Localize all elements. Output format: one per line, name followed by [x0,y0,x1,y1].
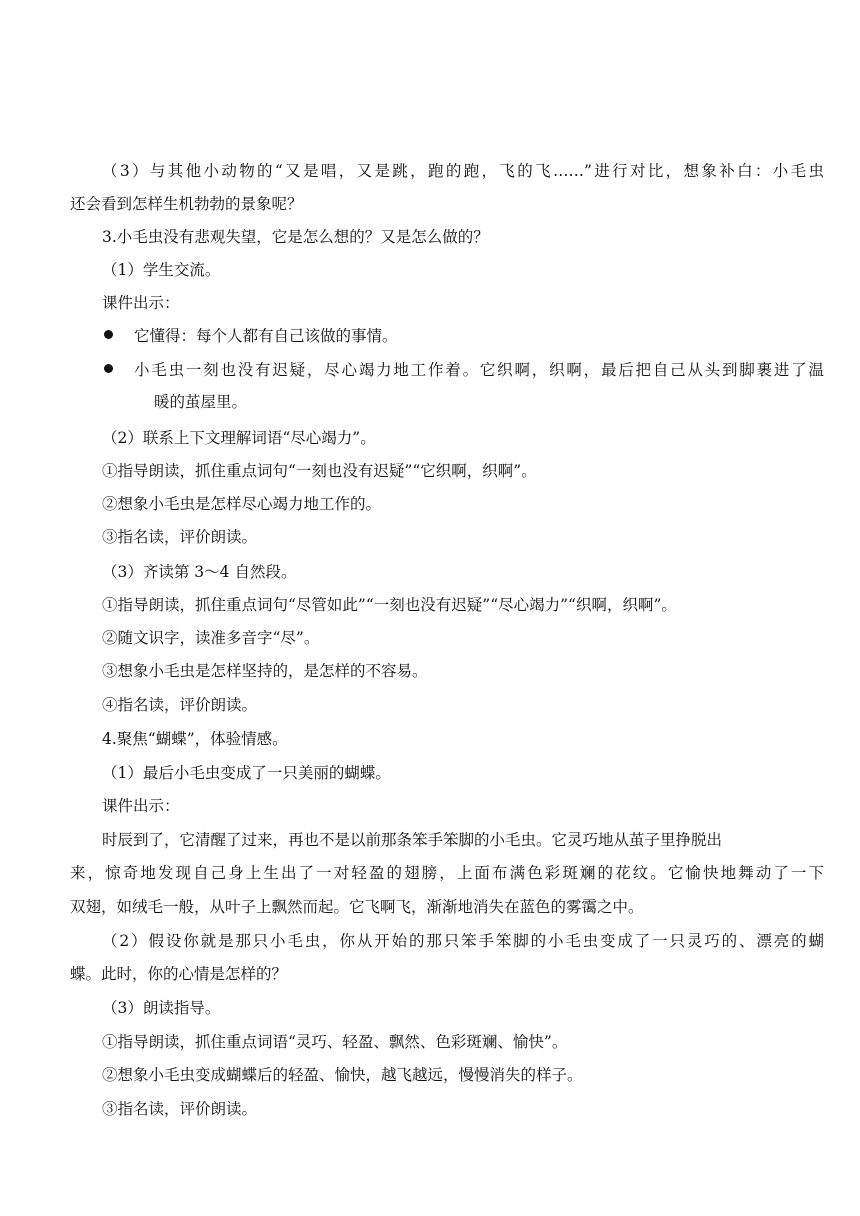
paragraph-line: （3）与其他小动物的“又是唱，又是跳，跑的跑，飞的飞……”进行对比，想象补白：小毛虫 [102,162,824,180]
paragraph-line: ④指名读，评价朗读。 [102,696,258,714]
paragraph-line: ③想象小毛虫是怎样坚持的，是怎样的不容易。 [102,662,428,680]
paragraph-line: （3）朗读指导。 [102,999,221,1017]
paragraph-line: （1）最后小毛虫变成了一只美丽的蝴蝶。 [102,764,391,782]
paragraph-line: （2）假设你就是那只小毛虫，你从开始的那只笨手笨脚的小毛虫变成了一只灵巧的、漂亮的蝴 [102,932,824,950]
section-heading: 3.小毛虫没有悲观失望，它是怎么想的？又是怎么做的？ [102,228,489,246]
paragraph-line: ①指导朗读，抓住重点词句“一刻也没有迟疑”“它织啊，织啊”。 [102,462,537,480]
paragraph-line: 课件出示： [102,294,180,312]
bullet-icon [104,330,113,339]
paragraph-line: ③指名读，评价朗读。 [102,1100,258,1118]
paragraph-line: ②想象小毛虫变成蝴蝶后的轻盈、愉快，越飞越远，慢慢消失的样子。 [102,1066,583,1084]
paragraph-line: 蝶。此时，你的心情是怎样的？ [70,965,288,983]
paragraph-line: ①指导朗读，抓住重点词句“尽管如此”“一刻也没有迟疑”“尽心竭力”“织啊，织啊”。 [102,596,677,614]
bullet-item-continuation: 暖的茧屋里。 [154,393,248,411]
bullet-icon [104,364,113,373]
bullet-item: 它懂得：每个人都有自己该做的事情。 [134,327,398,345]
paragraph-line: （1）学生交流。 [102,261,221,279]
quote-line: 时辰到了，它清醒了过来，再也不是以前那条笨手笨脚的小毛虫。它灵巧地从茧子里挣脱出 [102,831,723,849]
paragraph-line: ②随文识字，读准多音字“尽”。 [102,629,320,647]
bullet-item: 小毛虫一刻也没有迟疑，尽心竭力地工作着。它织啊，织啊，最后把自己从头到脚裹进了温 [134,361,824,379]
paragraph-line: ②想象小毛虫是怎样尽心竭力地工作的。 [102,495,382,513]
paragraph-line: ③指名读，评价朗读。 [102,528,258,546]
paragraph-line: 课件出示： [102,797,180,815]
paragraph-line: （3）齐读第 3～4 自然段。 [102,563,297,581]
quote-line: 来，惊奇地发现自己身上生出了一对轻盈的翅膀，上面布满色彩斑斓的花纹。它愉快地舞动了一下 [70,864,824,882]
paragraph-line: （2）联系上下文理解词语“尽心竭力”。 [102,429,376,447]
section-heading: 4.聚焦“蝴蝶”，体验情感。 [102,730,288,748]
paragraph-line: 还会看到怎样生机勃勃的景象呢？ [70,195,303,213]
quote-line: 双翅，如绒毛一般，从叶子上飘然而起。它飞啊飞，渐渐地消失在蓝色的雾霭之中。 [70,898,644,916]
paragraph-line: ①指导朗读，抓住重点词语“灵巧、轻盈、飘然、色彩斑斓、愉快”。 [102,1033,568,1051]
